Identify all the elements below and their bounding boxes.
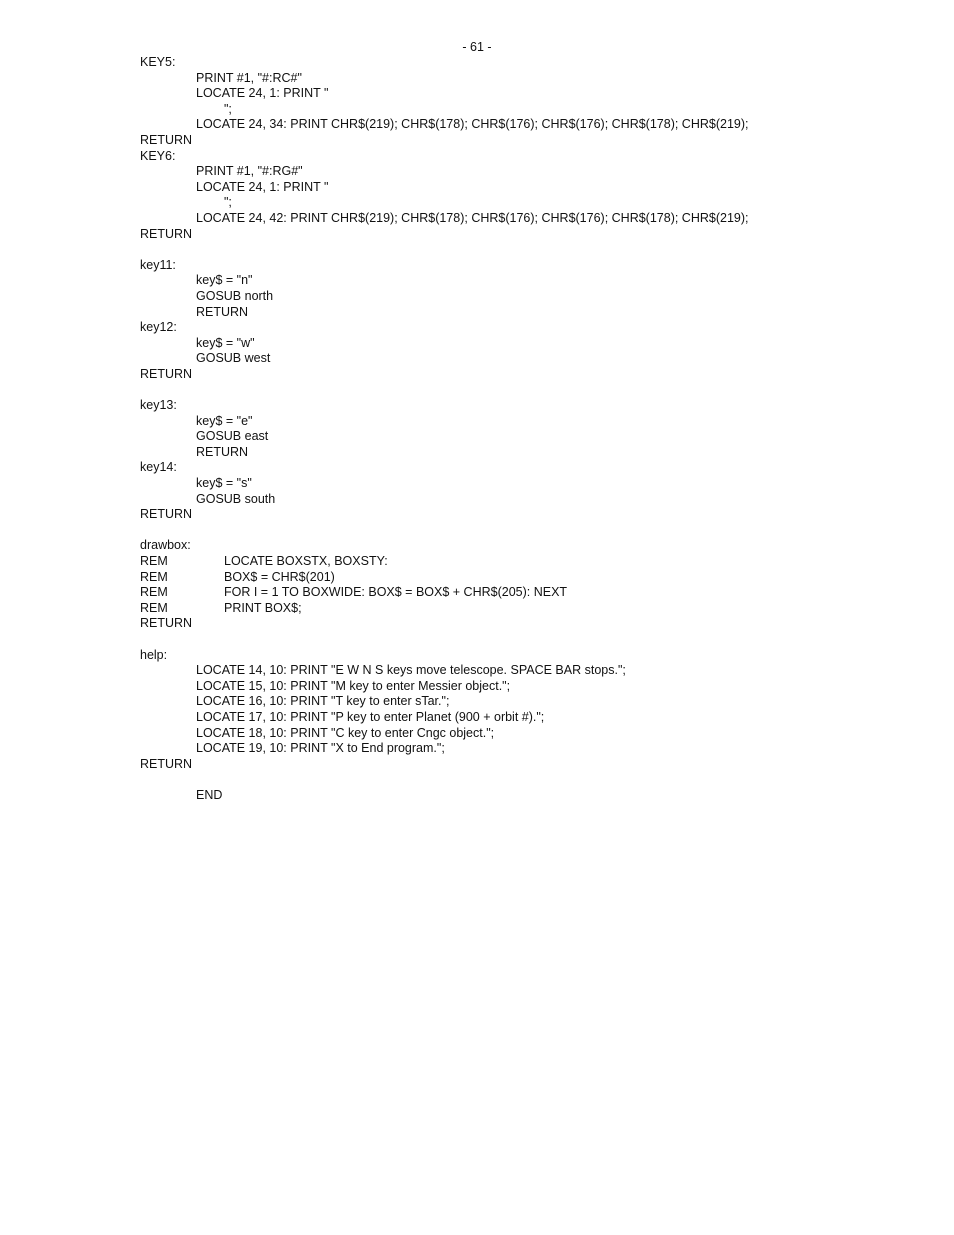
code-line: LOCATE 24, 1: PRINT " xyxy=(196,86,329,101)
blank-line xyxy=(140,772,920,788)
page-number: - 61 - xyxy=(462,40,492,54)
code-line: RETURN xyxy=(140,132,193,147)
code-line: key14: xyxy=(140,460,177,475)
code-line: GOSUB west xyxy=(196,351,271,366)
code-line: "; xyxy=(224,101,232,116)
code-line: LOCATE 24, 1: PRINT " xyxy=(196,179,329,194)
rem-text: BOX$ = CHR$(201) xyxy=(224,569,335,584)
code-line: key$ = "w" xyxy=(196,335,255,350)
code-line: RETURN xyxy=(196,444,249,459)
code-line: LOCATE 16, 10: PRINT "T key to enter sTar."; xyxy=(196,694,450,709)
code-line: PRINT #1, "#:RC#" xyxy=(196,70,302,85)
code-line: LOCATE 15, 10: PRINT "M key to enter Messier object."; xyxy=(196,678,511,693)
code-line: LOCATE 24, 34: PRINT CHR$(219); CHR$(178); CHR$(176); CHR$(176); CHR$(178); CHR$(219); xyxy=(196,117,749,132)
blank-line xyxy=(140,523,920,539)
code-line: LOCATE 18, 10: PRINT "C key to enter Cngc object."; xyxy=(196,725,495,740)
code-line: LOCATE 19, 10: PRINT "X to End program."; xyxy=(196,741,445,756)
code-line: LOCATE 14, 10: PRINT "E W N S keys move telescope. SPACE BAR stops."; xyxy=(196,663,626,678)
code-line: GOSUB north xyxy=(196,288,274,303)
code-line: KEY6: xyxy=(140,148,176,163)
rem-keyword: REM xyxy=(140,600,168,615)
code-line: RETURN xyxy=(140,756,193,771)
code-line: help: xyxy=(140,647,168,662)
rem-keyword: REM xyxy=(140,554,168,568)
code-line: KEY5: xyxy=(140,55,176,69)
code-listing xyxy=(140,55,920,804)
rem-keyword: REM xyxy=(140,585,168,600)
code-line: RETURN xyxy=(140,616,193,631)
code-line: key$ = "n" xyxy=(196,273,253,288)
code-line: PRINT #1, "#:RG#" xyxy=(196,164,303,179)
code-line: key12: xyxy=(140,320,177,335)
code-line: drawbox: xyxy=(140,538,191,553)
code-line: LOCATE 17, 10: PRINT "P key to enter Planet (900 + orbit #)."; xyxy=(196,709,545,724)
blank-line xyxy=(140,632,920,648)
rem-line xyxy=(140,585,920,601)
rem-keyword: REM xyxy=(140,569,168,584)
rem-text: FOR I = 1 TO BOXWIDE: BOX$ = BOX$ + CHR$(205): NEXT xyxy=(224,585,568,600)
rem-text: LOCATE BOXSTX, BOXSTY: xyxy=(224,554,388,568)
code-line: LOCATE 24, 42: PRINT CHR$(219); CHR$(178); CHR$(176); CHR$(176); CHR$(178); CHR$(219); xyxy=(196,210,749,225)
rem-line xyxy=(140,570,920,586)
code-line: GOSUB east xyxy=(196,429,269,444)
blank-line xyxy=(140,242,920,258)
code-line: "; xyxy=(224,195,232,210)
code-line: GOSUB south xyxy=(196,491,276,506)
rem-line xyxy=(140,554,920,570)
code-line: key$ = "s" xyxy=(196,476,252,491)
rem-text: PRINT BOX$; xyxy=(224,600,302,615)
code-line: RETURN xyxy=(140,507,193,522)
code-line: RETURN xyxy=(140,226,193,241)
blank-line xyxy=(140,382,920,398)
rem-line xyxy=(140,601,920,617)
code-line: END xyxy=(196,787,223,802)
code-line: key13: xyxy=(140,398,177,413)
code-line: key11: xyxy=(140,257,176,272)
code-line: RETURN xyxy=(196,304,249,319)
code-line: key$ = "e" xyxy=(196,413,253,428)
code-line: RETURN xyxy=(140,366,193,381)
